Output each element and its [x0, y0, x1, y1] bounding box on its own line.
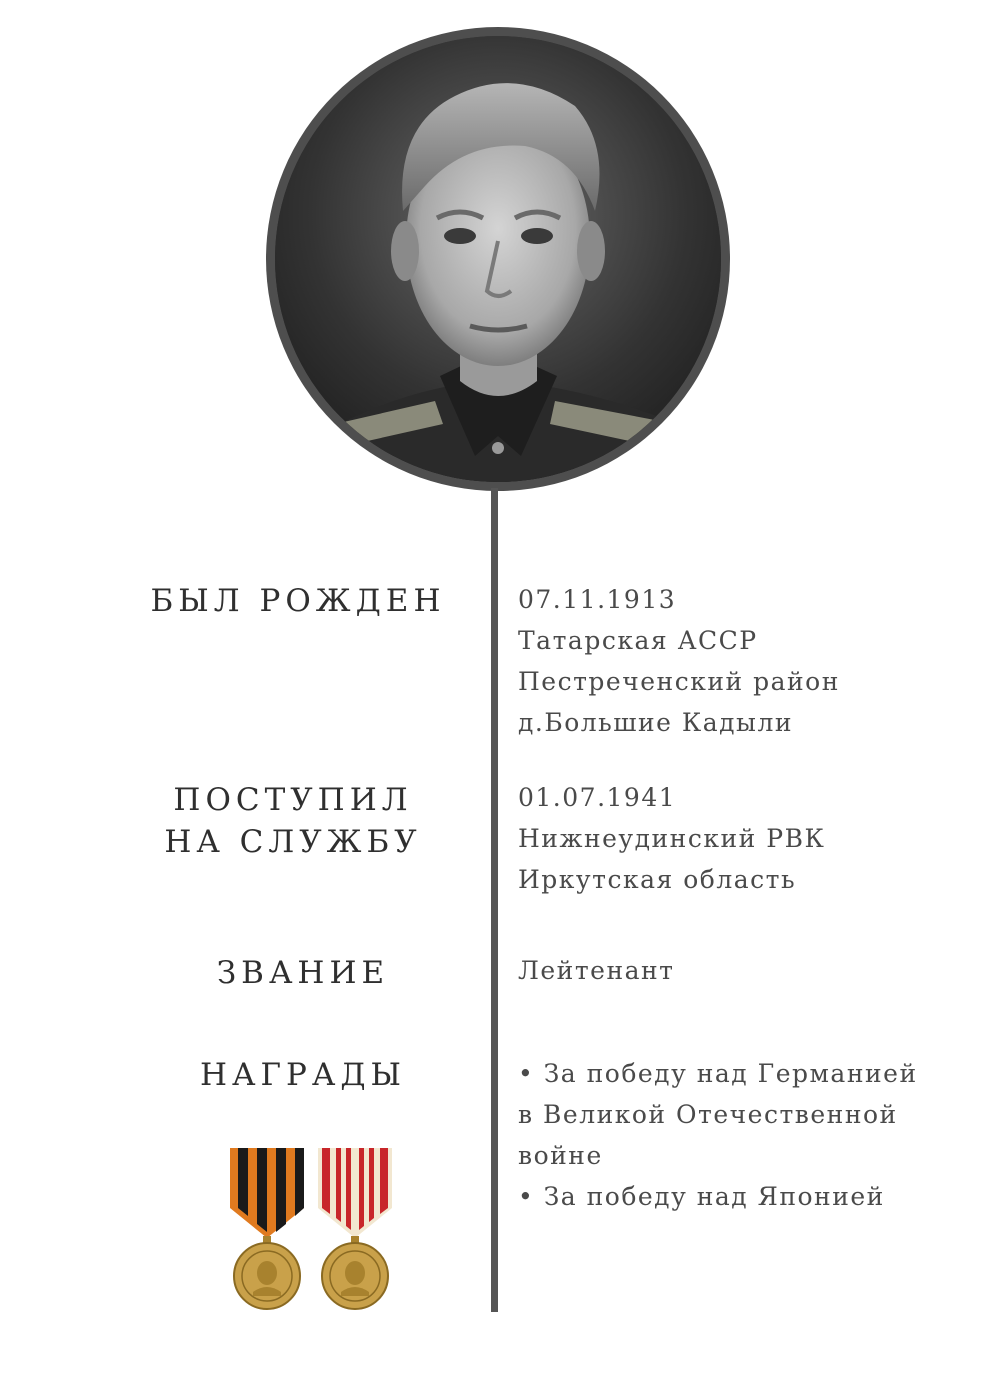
service-region: Иркутская область: [518, 865, 797, 894]
medal-japan-icon: [318, 1148, 392, 1309]
award-item: • За победу над Германией: [518, 1059, 918, 1088]
award-item-continued: в Великой Отечественной: [518, 1100, 898, 1129]
portrait-frame: [266, 27, 730, 491]
portrait-photo: [275, 36, 721, 482]
award-item-continued: войне: [518, 1141, 603, 1170]
awards-list: [518, 1053, 958, 1217]
service-office: Нижнеудинский РВК: [518, 824, 826, 853]
medals-illustration: [222, 1146, 402, 1314]
service-label-line1: ПОСТУПИЛ: [173, 782, 413, 818]
born-label: БЫЛ РОЖДЕН: [150, 583, 446, 619]
service-label-line2: НА СЛУЖБУ: [164, 824, 422, 860]
awards-label: НАГРАДЫ: [199, 1057, 407, 1093]
portrait-illustration: [275, 36, 721, 482]
medal-germany-icon: [230, 1148, 304, 1309]
award-item: • За победу над Японией: [518, 1182, 885, 1211]
born-details: [518, 579, 958, 743]
rank-value: Лейтенант: [518, 956, 675, 985]
rank-label: ЗВАНИЕ: [216, 955, 390, 991]
born-district: Пестреченский район: [518, 667, 840, 696]
service-date: 01.07.1941: [518, 783, 677, 812]
born-region: Татарская АССР: [518, 626, 758, 655]
service-details: [518, 777, 958, 900]
born-village: д.Большие Кадыли: [518, 708, 793, 737]
medals-image: [222, 1146, 402, 1314]
born-date: 07.11.1913: [518, 585, 677, 614]
service-label: [143, 779, 443, 863]
timeline-line: [491, 488, 498, 1312]
